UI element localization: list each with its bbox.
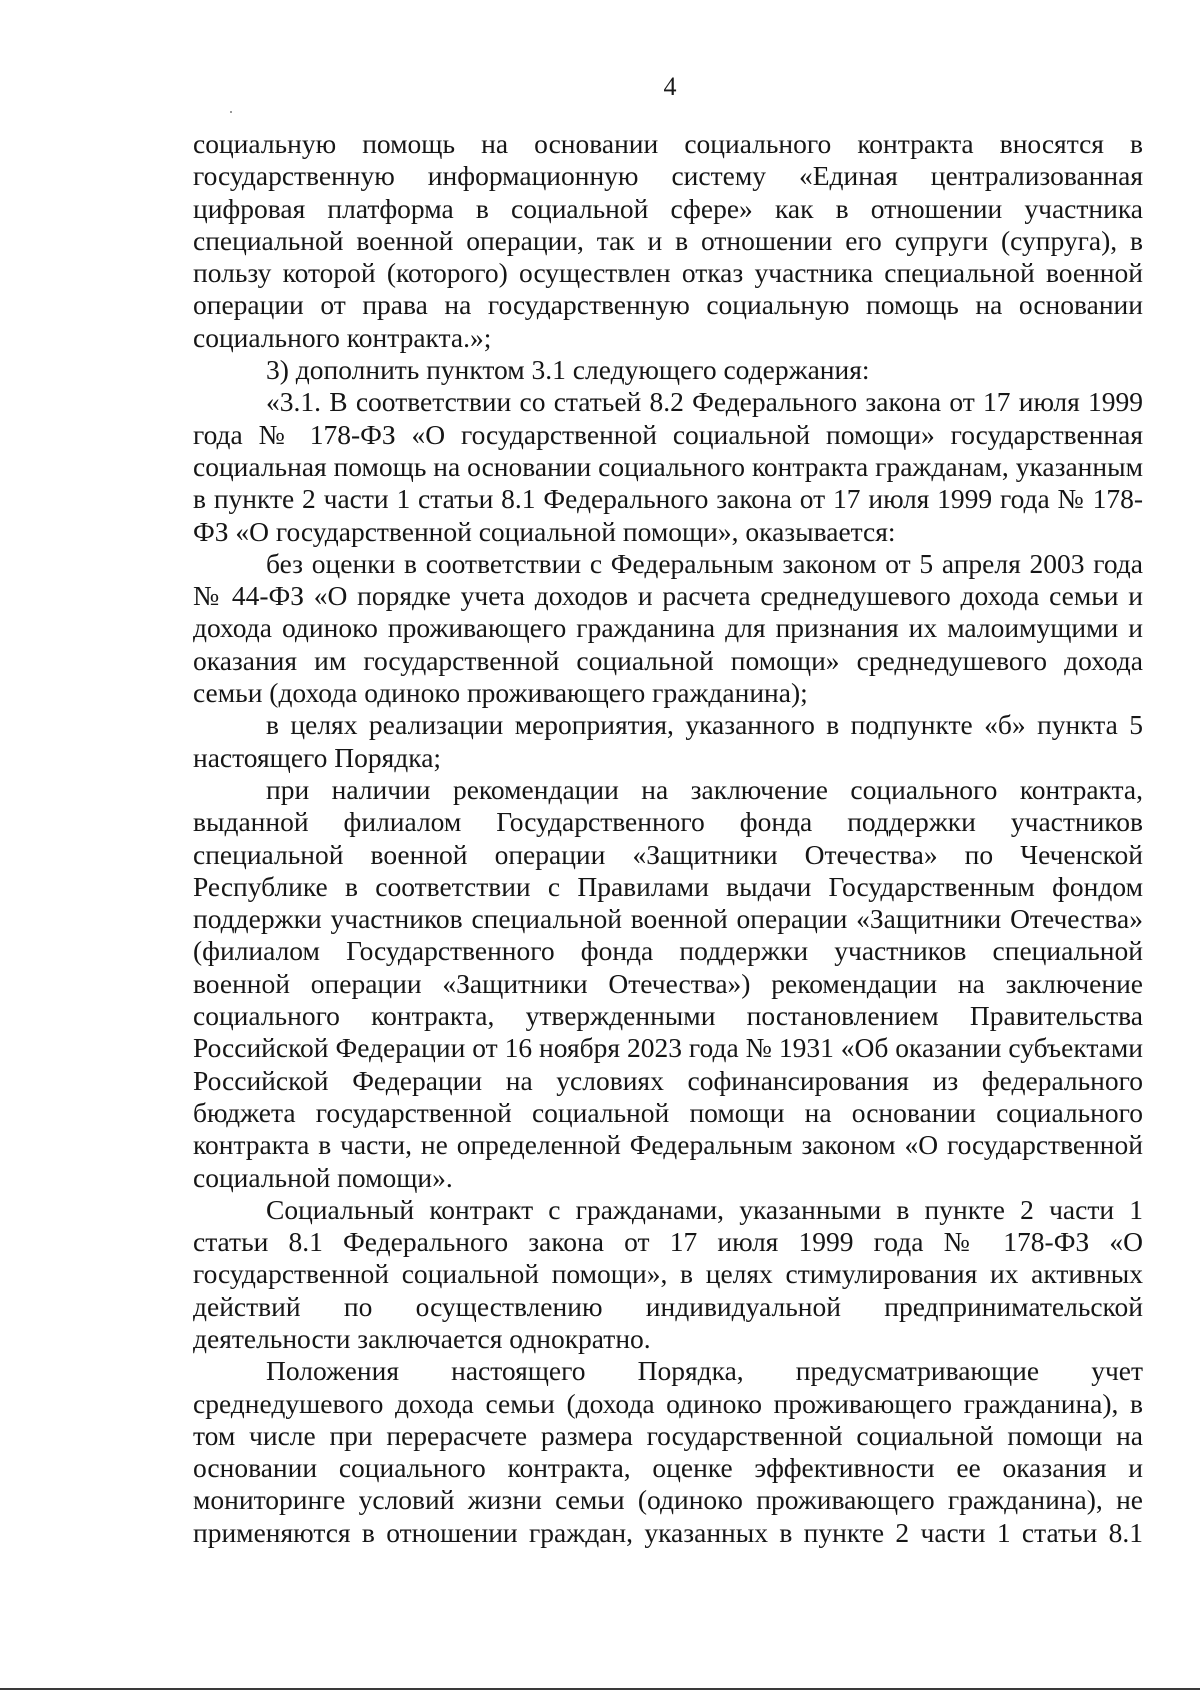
paragraph-event-purpose: в целях реализации мероприятия, указанного в подпункте «б» пункта 5 настоящего Порядка; (193, 709, 1143, 773)
paragraph-provisions-not-applied: Положения настоящего Порядка, предусматривающие учет среднедушевого дохода семьи (дохода одиноко проживающего гражданина), в том числе при перерасчете размера государственной социальной помощи на основании социального контракта, оценке эффективности ее оказания и мониторинге условий жизни семьи (одиноко проживающего гражданина), не применяются в отношении граждан, указанных в пункте 2 части 1 статьи 8.1 (193, 1355, 1143, 1548)
paragraph-without-income-assessment: без оценки в соответствии с Федеральным законом от 5 апреля 2003 года № 44-ФЗ «О порядке учета доходов и расчета среднедушевого дохода семьи и дохода одиноко проживающего гражданина для признания их малоимущими и оказания им государственной социальной помощи» среднедушевого дохода семьи (дохода одиноко проживающего гражданина); (193, 547, 1143, 709)
document-body (193, 128, 1143, 1549)
paragraph-recommendation: при наличии рекомендации на заключение социального контракта, выданной филиалом Государственного фонда поддержки участников специальной военной операции «Защитники Отечества» по Чеченской Республике в соответствии с Правилами выдачи Государственным фондом поддержки участников специальной военной операции «Защитники Отечества» (филиалом Государственного фонда поддержки участников специальной военной операции «Защитники Отечества») рекомендации на заключение социального контракта, утвержденными постановлением Правительства Российской Федерации от 16 ноября 2023 года № 1931 «Об оказании субъектами Российской Федерации на условиях софинансирования из федерального бюджета государственной социальной помощи на основании социального контракта в части, не определенной Федеральным законом «О государственной социальной помощи». (193, 773, 1143, 1193)
paragraph-amendment-item-3: 3) дополнить пунктом 3.1 следующего содержания: (266, 354, 870, 386)
paragraph-social-contract-once: Социальный контракт с гражданами, указанными в пункте 2 части 1 статьи 8.1 Федерального закона от 17 июля 1999 года № 178-ФЗ «О государственной социальной помощи», в целях стимулирования их активных действий по осуществлению индивидуальной предпринимательской деятельности заключается однократно. (193, 1193, 1143, 1354)
paragraph-continuation: социальную помощь на основании социального контракта вносятся в государственную информационную систему «Единая централизованная цифровая платформа в социальной сфере» как в отношении участника специальной военной операции, так и в отношении его супруги (супруга), в пользу которой (которого) осуществлен отказ участника специальной военной операции от права на государственную социальную помощь на основании социального контракта.»; (193, 128, 1143, 353)
page-number: 4 (663, 72, 677, 101)
paragraph-clause-3-1: «3.1. В соответствии со статьей 8.2 Федерального закона от 17 июля 1999 года № 178-ФЗ «О государственной социальной помощи» государственная социальная помощь на основании социального контракта гражданам, указанным в пункте 2 части 1 статьи 8.1 Федерального закона от 17 июля 1999 года № 178-ФЗ «О государственной социальной помощи», оказывается: (193, 386, 1143, 547)
scan-speck (230, 111, 232, 113)
scan-bottom-edge (0, 1688, 1200, 1690)
